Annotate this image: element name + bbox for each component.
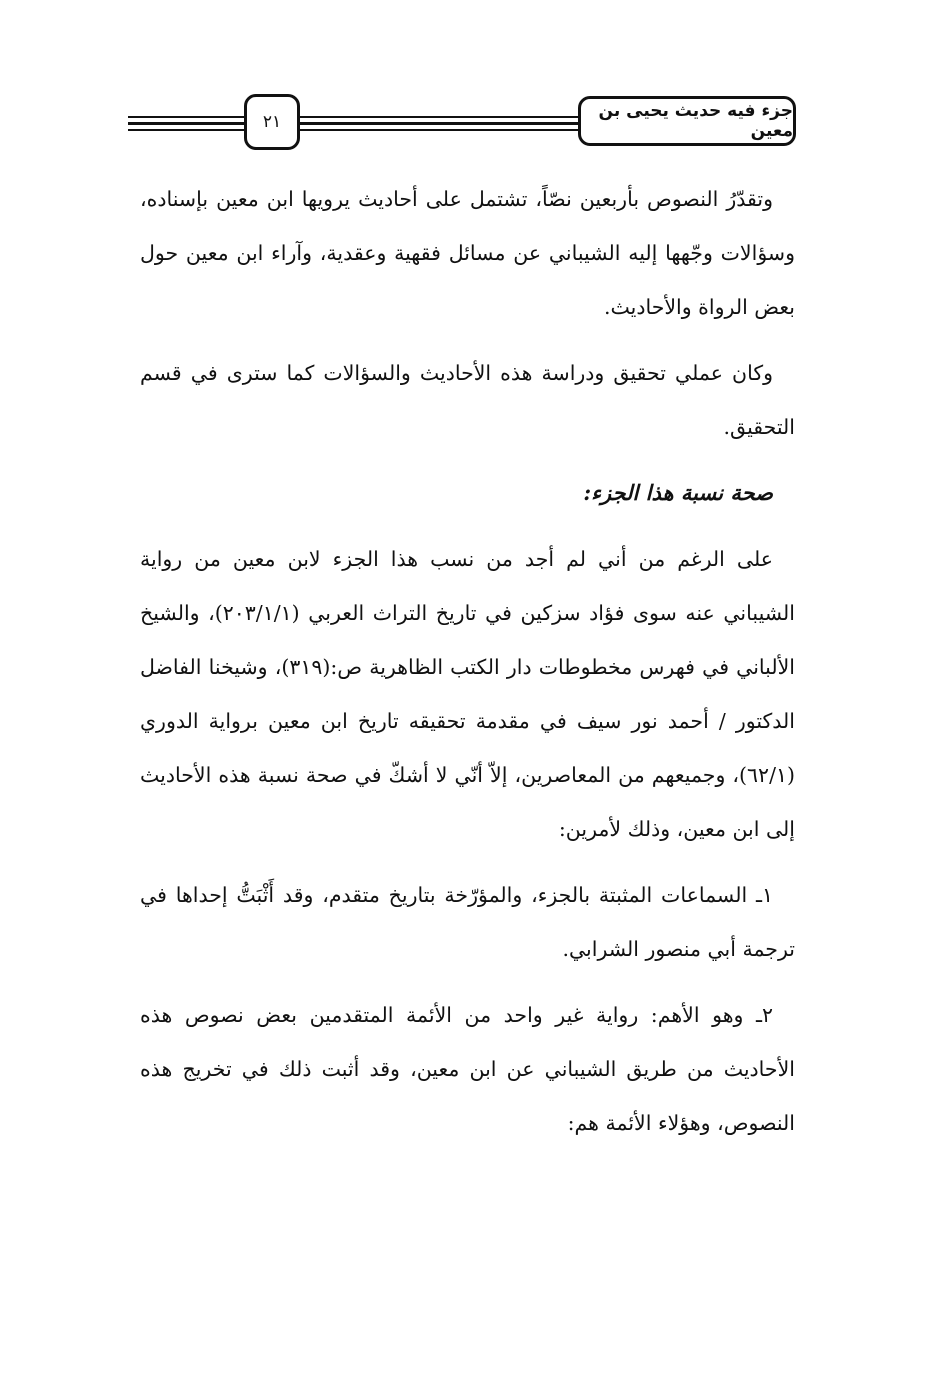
header-rule-middle (128, 122, 578, 125)
page-number: ٢١ (244, 94, 300, 150)
paragraph-my-work: وكان عملي تحقيق ودراسة هذه الأحاديث والسؤالات كما سترى في قسم التحقيق. (140, 361, 795, 439)
header-rule-bottom (128, 129, 578, 131)
numbered-item-2: ٢ـ وهو الأهم: رواية غير واحد من الأئمة المتقدمين بعض نصوص هذه الأحاديث من طريق الشيباني عن ابن معين، وقد أثبت ذلك في تخريج هذه النصوص، وهؤلاء الأئمة هم: (140, 1003, 795, 1135)
header-rule-top (128, 116, 578, 118)
paragraph-texts-count: وتقدّرُ النصوص بأربعين نصّاً، تشتمل على أحاديث يرويها ابن معين بإسناده، وسؤالات وجّهها إليه الشيباني عن مسائل فقهية وعقدية، وآراء ابن معين حول بعض الرواة والأحاديث. (140, 187, 795, 319)
page-header (128, 92, 800, 152)
numbered-item-1: ١ـ السماعات المثبتة بالجزء، والمؤرّخة بتاريخ متقدم، وقد أَثْبَتُّ إحداها في ترجمة أبي منصور الشرابي. (140, 883, 795, 961)
section-heading: صحة نسبة هذا الجزء: (583, 480, 773, 505)
page-body (140, 172, 795, 1162)
paragraph-attribution: على الرغم من أني لم أجد من نسب هذا الجزء لابن معين من رواية الشيباني عنه سوى فؤاد سزكين في تاريخ التراث العربي (٢٠٣/١/١)، والشيخ الألباني في فهرس مخطوطات دار الكتب الظاهرية ص:(٣١٩)، وشيخنا الفاضل الدكتور / أحمد نور سيف في مقدمة تحقيقه تاريخ ابن معين برواية الدوري (٦٢/١)، وجميعهم من المعاصرين، إلاّ أنّي لا أشكّ في صحة نسبة هذه الأحاديث إلى ابن معين، وذلك لأمرين: (140, 547, 795, 841)
running-title: جزء فيه حديث يحيى بن معين (578, 96, 796, 146)
